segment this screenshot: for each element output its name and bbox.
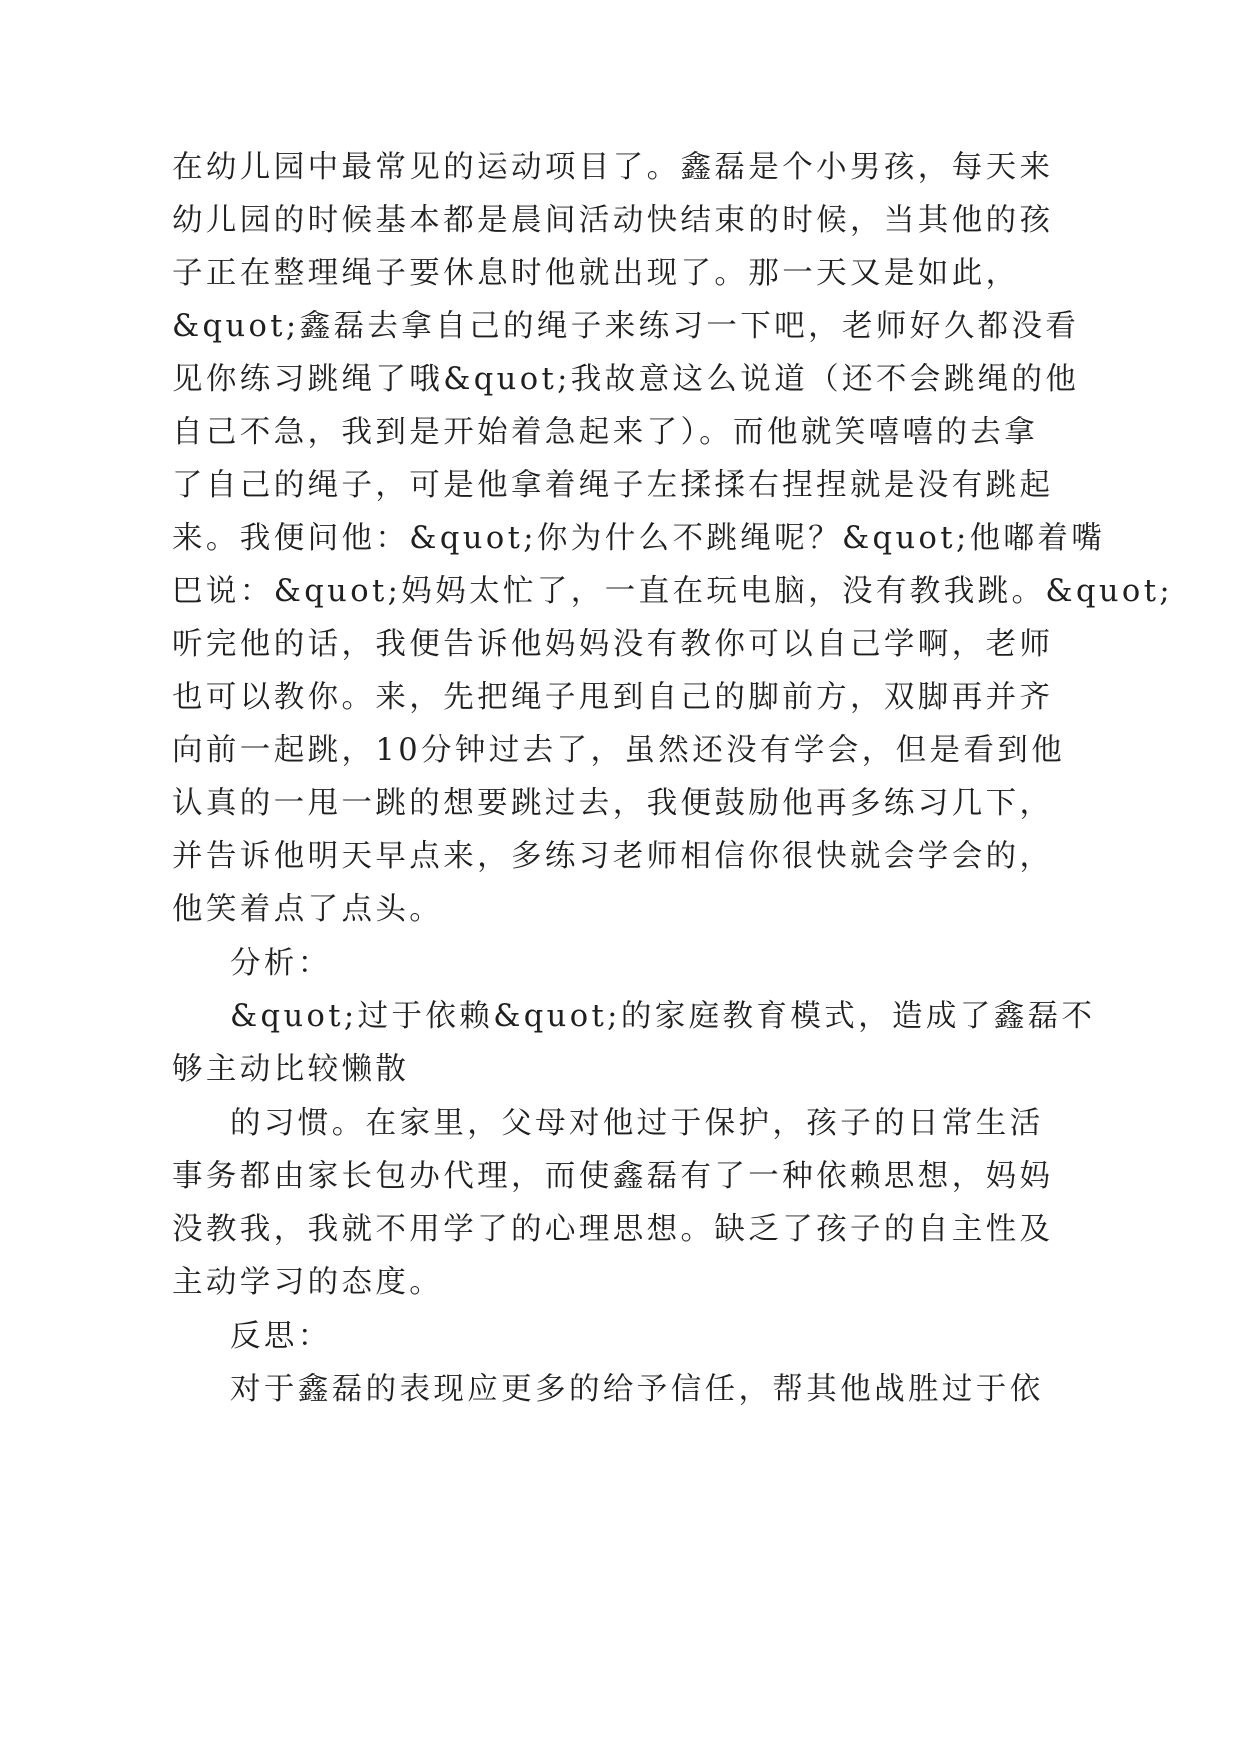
text-line: 在幼儿园中最常见的运动项目了。鑫磊是个小男孩，每天来 [172, 150, 1054, 185]
text-line: &quot;过于依赖&quot;的家庭教育模式，造成了鑫磊不 [230, 999, 1096, 1034]
text-line: 巴说：&quot;妈妈太忙了，一直在玩电脑，没有教我跳。&quot; [172, 574, 1174, 609]
text-line: 他笑着点了点头。 [172, 892, 444, 927]
text-line: 够主动比较懒散 [172, 1052, 410, 1087]
text-line: 了自己的绳子，可是他拿着绳子左揉揉右捏捏就是没有跳起 [172, 468, 1054, 503]
text-line: 并告诉他明天早点来，多练习老师相信你很快就会学会的， [172, 839, 1054, 874]
text-line: 听完他的话，我便告诉他妈妈没有教你可以自己学啊，老师 [172, 627, 1054, 662]
text-line: 的习惯。在家里，父母对他过于保护，孩子的日常生活 [230, 1106, 1044, 1141]
section-heading-analysis: 分析： [230, 946, 332, 981]
text-line: 向前一起跳，10分钟过去了，虽然还没有学会，但是看到他 [172, 733, 1066, 768]
text-line: 来。我便问他：&quot;你为什么不跳绳呢？&quot;他嘟着嘴 [172, 521, 1106, 556]
text-line: 见你练习跳绳了哦&quot;我故意这么说道（还不会跳绳的他 [172, 362, 1080, 397]
text-line: 事务都由家长包办代理，而使鑫磊有了一种依赖思想，妈妈 [172, 1159, 1054, 1194]
text-line: 主动学习的态度。 [172, 1265, 444, 1300]
text-line: 自己不急，我到是开始着急起来了）。而他就笑嘻嘻的去拿 [172, 415, 1039, 450]
text-line: 认真的一甩一跳的想要跳过去，我便鼓励他再多练习几下， [172, 786, 1054, 821]
text-line: 子正在整理绳子要休息时他就出现了。那一天又是如此， [172, 256, 1020, 291]
text-line: 也可以教你。来，先把绳子甩到自己的脚前方，双脚再并齐 [172, 680, 1054, 715]
text-line: 没教我，我就不用学了的心理思想。缺乏了孩子的自主性及 [172, 1212, 1054, 1247]
text-line: 幼儿园的时候基本都是晨间活动快结束的时候，当其他的孩 [172, 203, 1054, 238]
text-line: 对于鑫磊的表现应更多的给予信任，帮其他战胜过于依 [230, 1372, 1044, 1407]
text-line: &quot;鑫磊去拿自己的绳子来练习一下吧，老师好久都没看 [172, 309, 1080, 344]
section-heading-reflection: 反思： [230, 1319, 332, 1354]
